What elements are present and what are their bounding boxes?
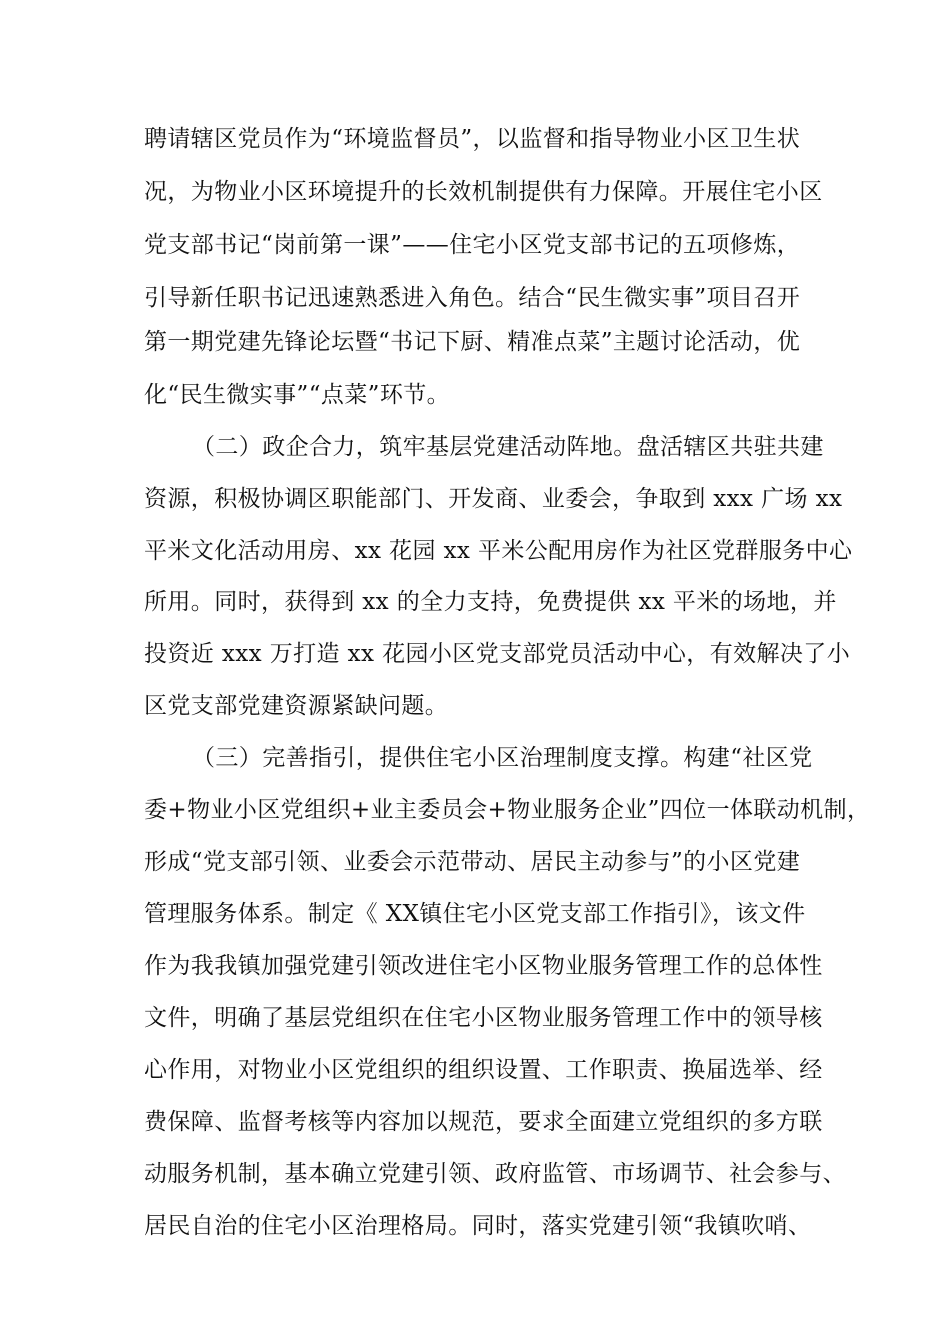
text-line: 费保障、监督考核等内容加以规范，要求全面建立党组织的多方联 bbox=[144, 1109, 823, 1135]
text-line: 形成“党支部引领、业委会示范带动、居民主动参与”的小区党建 bbox=[144, 849, 801, 875]
text-line: 资源，积极协调区职能部门、开发商、业委会，争取到 xxx 广场 xx bbox=[144, 486, 843, 512]
text-line: 委+物业小区党组织+业主委员会+物业服务企业”四位一体联动机制， bbox=[144, 797, 871, 823]
text-line: 文件，明确了基层党组织在住宅小区物业服务管理工作中的领导核 bbox=[144, 1005, 823, 1031]
text-line: 化“民生微实事”“点菜”环节。 bbox=[144, 382, 451, 408]
text-line: 动服务机制，基本确立党建引领、政府监管、市场调节、社会参与、 bbox=[144, 1161, 846, 1187]
text-line: 作为我我镇加强党建引领改进住宅小区物业服务管理工作的总体性 bbox=[144, 953, 823, 979]
paragraph-3-first-line: （三）完善指引，提供住宅小区治理制度支撑。构建“社区党 bbox=[192, 745, 813, 771]
text-line: 所用。同时，获得到 xx 的全力支持，免费提供 xx 平米的场地，并 bbox=[144, 589, 837, 615]
text-line: 况，为物业小区环境提升的长效机制提供有力保障。开展住宅小区 bbox=[144, 179, 823, 205]
text-line: 第一期党建先锋论坛暨“书记下厨、精准点菜”主题讨论活动，优 bbox=[144, 329, 801, 355]
text-line: 区党支部党建资源紧缺问题。 bbox=[144, 693, 449, 719]
text-line: 投资近 xxx 万打造 xx 花园小区党支部党员活动中心，有效解决了小 bbox=[144, 641, 851, 667]
text-line: 引导新任职书记迅速熟悉进入角色。结合“民生微实事”项目召开 bbox=[144, 285, 801, 311]
text-line: 聘请辖区党员作为“环境监督员”，以监督和指导物业小区卫生状 bbox=[144, 126, 801, 152]
text-line: 党支部书记“岗前第一课”——住宅小区党支部书记的五项修炼， bbox=[144, 232, 801, 258]
paragraph-2-first-line: （二）政企合力，筑牢基层党建活动阵地。盘活辖区共驻共建 bbox=[192, 434, 824, 460]
text-line: 心作用，对物业小区党组织的组织设置、工作职责、换届选举、经 bbox=[144, 1057, 823, 1083]
text-line: 居民自治的住宅小区治理格局。同时，落实党建引领“我镇吹哨、 bbox=[144, 1213, 812, 1239]
text-line: 平米文化活动用房、xx 花园 xx 平米公配用房作为社区党群服务中心 bbox=[144, 538, 853, 564]
text-line: 管理服务体系。制定《 XX镇住宅小区党支部工作指引》，该文件 bbox=[144, 901, 806, 927]
